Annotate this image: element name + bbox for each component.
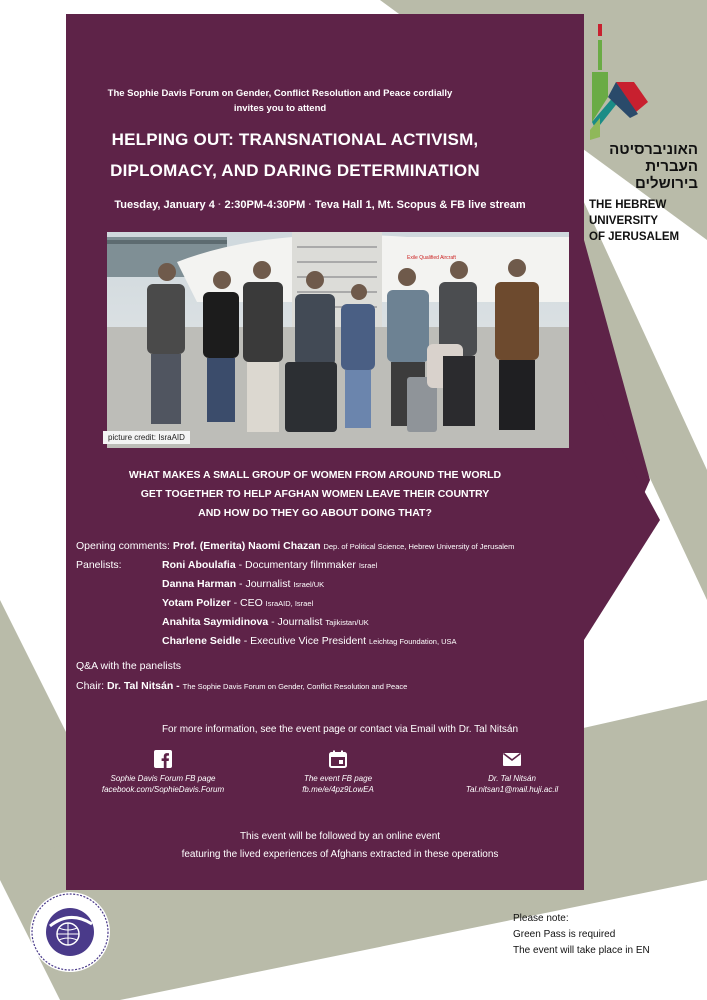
panelist-role: - Journalist: [236, 578, 291, 590]
panelist-name: Yotam Polizer: [162, 597, 231, 609]
contact-facebook-forum[interactable]: [63, 750, 263, 795]
panelist-name: Anahita Saymidinova: [162, 616, 269, 628]
panelist-role: - Executive Vice President: [240, 635, 367, 647]
panelist-name: Charlene Seidle: [162, 635, 241, 647]
contact-title: The event FB page: [303, 774, 373, 783]
opening-label: Opening comments:: [76, 540, 170, 552]
aircraft-sign: Exile Qualified Aircraft: [407, 255, 456, 261]
calendar-icon: [329, 750, 347, 768]
chair-line: [76, 680, 407, 692]
title-line-1: HELPING OUT: TRANSNATIONAL ACTIVISM,: [111, 130, 479, 149]
event-title: [60, 124, 530, 186]
qa-line: Q&A with the panelists: [76, 660, 182, 672]
chair-name: Dr. Tal Nitsán -: [106, 680, 180, 692]
panelist-row: [162, 578, 324, 590]
separator: ·: [308, 199, 312, 211]
event-dateline: [80, 199, 560, 211]
panelist-detail: Israel/UK: [293, 580, 325, 589]
event-location: Teva Hall 1, Mt. Scopus & FB live stream: [314, 199, 526, 211]
heb-line-2: העברית: [645, 158, 698, 175]
followup-line-2: featuring the lived experiences of Afghans extracted in these operations: [181, 849, 499, 860]
hebrew-university-logo-icon: [586, 22, 650, 142]
event-time: 2:30PM-4:30PM: [224, 199, 306, 211]
photo-credit: picture credit: IsraAID: [103, 431, 190, 444]
en-line-3: OF JERUSALEM: [589, 231, 680, 243]
heb-line-1: האוניברסיטה: [609, 141, 698, 158]
note-line-3: The event will take place in EN: [513, 945, 650, 956]
university-name-hebrew: [588, 141, 698, 192]
contact-link[interactable]: Tal.nitsan1@mail.huji.ac.il: [465, 785, 559, 794]
question-line-3: AND HOW DO THEY GO ABOUT DOING THAT?: [198, 507, 432, 519]
separator: ·: [217, 199, 222, 211]
contact-event-page[interactable]: [238, 750, 438, 795]
contact-email[interactable]: [412, 750, 612, 795]
panelists-label: Panelists:: [76, 559, 122, 571]
panelist-row: [162, 559, 377, 571]
opening-comments: [76, 540, 636, 552]
panelist-detail: IsraAID, Israel: [265, 599, 314, 608]
panelist-detail: Leichtag Foundation, USA: [369, 637, 457, 646]
panelist-role: - CEO: [230, 597, 263, 609]
please-note: [513, 911, 650, 959]
university-name-english: [589, 197, 679, 245]
panelist-role: - Documentary filmmaker: [235, 559, 356, 571]
forum-seal-icon: [28, 890, 112, 974]
more-info: For more information, see the event page or contact via Email with Dr. Tal Nitsán: [161, 724, 519, 735]
photo-illustration: [107, 232, 569, 448]
question-line-1: WHAT MAKES A SMALL GROUP OF WOMEN FROM AROUND THE WORLD: [128, 469, 502, 481]
chair-label: Chair:: [76, 680, 105, 692]
contact-link[interactable]: facebook.com/SophieDavis.Forum: [101, 785, 225, 794]
group-photo: [107, 232, 569, 448]
panelist-name: Roni Aboulafia: [162, 559, 236, 571]
panelist-row: [162, 635, 457, 647]
panelist-name: Danna Harman: [162, 578, 237, 590]
en-line-2: UNIVERSITY: [589, 215, 659, 227]
panelist-row: [162, 616, 369, 628]
title-line-2: DIPLOMACY, AND DARING DETERMINATION: [110, 161, 480, 180]
opening-affiliation: Dep. of Political Science, Hebrew University of Jerusalem: [323, 542, 515, 551]
mail-icon: [503, 750, 521, 768]
invitation-intro: [80, 86, 480, 116]
heb-line-3: בירושלים: [635, 175, 698, 192]
intro-line-2: invites you to attend: [233, 103, 327, 114]
panelist-detail: Tajikistan/UK: [325, 618, 369, 627]
event-question: [90, 466, 540, 523]
question-line-2: GET TOGETHER TO HELP AFGHAN WOMEN LEAVE THEIR COUNTRY: [140, 488, 490, 500]
followup-line-1: This event will be followed by an online event: [239, 831, 441, 842]
contact-link[interactable]: fb.me/e/4pz9LowEA: [302, 785, 374, 794]
facebook-icon: [154, 750, 172, 768]
event-date: Tuesday, January 4: [114, 199, 215, 211]
chair-affiliation: The Sophie Davis Forum on Gender, Conflict Resolution and Peace: [182, 682, 408, 691]
contact-title: Dr. Tal Nitsán: [488, 774, 536, 783]
followup-note: [100, 828, 580, 864]
panelist-role: - Journalist: [268, 616, 323, 628]
contact-title: Sophie Davis Forum FB page: [110, 774, 216, 783]
en-line-1: THE HEBREW: [589, 199, 667, 211]
opening-speaker: Prof. (Emerita) Naomi Chazan: [172, 540, 321, 552]
panelist-row: [162, 597, 313, 609]
note-line-1: Please note:: [513, 913, 569, 924]
intro-line-1: The Sophie Davis Forum on Gender, Conflict Resolution and Peace cordially: [107, 88, 453, 99]
note-line-2: Green Pass is required: [513, 929, 616, 940]
panelist-detail: Israel: [358, 561, 378, 570]
